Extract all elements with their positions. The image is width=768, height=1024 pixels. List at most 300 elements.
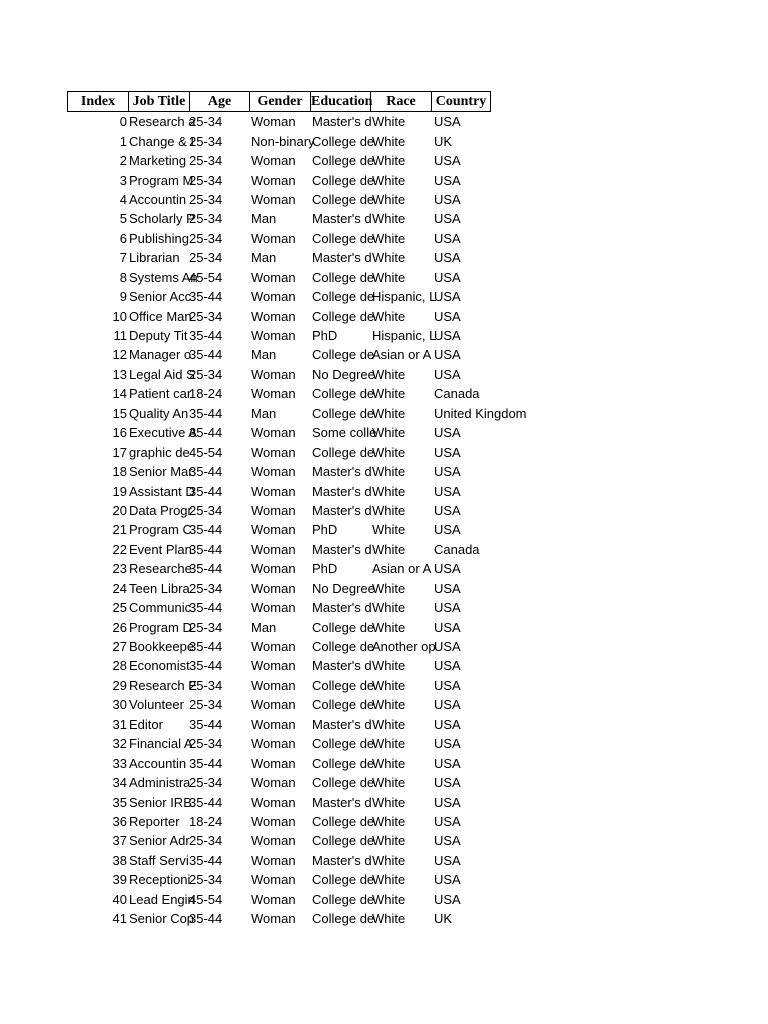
cell-race: White xyxy=(372,386,406,402)
cell-gender: Man xyxy=(251,250,277,266)
cell-gender: Woman xyxy=(251,755,296,771)
cell-index: 5 xyxy=(119,211,127,227)
table-row xyxy=(67,229,491,248)
cell-race: White xyxy=(372,580,406,596)
cell-job-title: Editor xyxy=(129,716,163,732)
cell-gender: Woman xyxy=(251,541,296,557)
table-row xyxy=(67,287,491,306)
table-row xyxy=(67,345,491,364)
cell-race: White xyxy=(372,464,406,480)
cell-index: 21 xyxy=(112,522,127,538)
cell-index: 15 xyxy=(112,405,127,421)
cell-index: 35 xyxy=(112,794,127,810)
cell-country: USA xyxy=(434,775,461,791)
data-table xyxy=(67,91,527,928)
cell-age: 35-44 xyxy=(189,347,223,363)
cell-age: 35-44 xyxy=(189,755,223,771)
cell-job-title: Publishing xyxy=(129,230,189,246)
cell-education: College de xyxy=(312,347,375,363)
cell-age: 25-34 xyxy=(189,153,223,169)
cell-index: 30 xyxy=(112,697,127,713)
header-job-title: Job Title xyxy=(128,91,189,112)
cell-job-title: Program M xyxy=(129,172,194,188)
cell-gender: Woman xyxy=(251,269,296,285)
cell-gender: Woman xyxy=(251,191,296,207)
cell-country: USA xyxy=(434,813,461,829)
cell-education: College de xyxy=(312,269,375,285)
cell-country: USA xyxy=(434,289,461,305)
table-row xyxy=(67,112,491,131)
cell-index: 17 xyxy=(112,444,127,460)
cell-job-title: Research a xyxy=(129,114,196,130)
cell-index: 0 xyxy=(119,114,127,130)
cell-gender: Woman xyxy=(251,308,296,324)
cell-age: 25-34 xyxy=(189,230,223,246)
cell-gender: Woman xyxy=(251,172,296,188)
cell-job-title: Reporter xyxy=(129,813,180,829)
cell-age: 35-44 xyxy=(189,639,223,655)
table-row xyxy=(67,909,491,928)
cell-index: 26 xyxy=(112,619,127,635)
table-row xyxy=(67,268,491,287)
cell-age: 25-34 xyxy=(189,114,223,130)
cell-gender: Woman xyxy=(251,813,296,829)
cell-job-title: Volunteer xyxy=(129,697,184,713)
cell-education: No Degree xyxy=(312,580,375,596)
cell-job-title: Senior Mar xyxy=(129,464,193,480)
cell-country: USA xyxy=(434,250,461,266)
cell-age: 35-44 xyxy=(189,541,223,557)
cell-gender: Woman xyxy=(251,444,296,460)
cell-age: 25-34 xyxy=(189,677,223,693)
table-row xyxy=(67,617,491,636)
cell-race: White xyxy=(372,755,406,771)
table-row xyxy=(67,579,491,598)
cell-job-title: Financial A xyxy=(129,736,193,752)
cell-education: College de xyxy=(312,308,375,324)
cell-education: Master's d xyxy=(312,600,372,616)
cell-race: White xyxy=(372,911,406,927)
cell-race: Hispanic, L xyxy=(372,289,437,305)
cell-race: White xyxy=(372,658,406,674)
cell-gender: Woman xyxy=(251,677,296,693)
cell-job-title: graphic de xyxy=(129,444,190,460)
table-row xyxy=(67,637,491,656)
cell-job-title: Legal Aid S xyxy=(129,366,195,382)
cell-job-title: Teen Libra xyxy=(129,580,190,596)
cell-education: College de xyxy=(312,405,375,421)
cell-age: 25-34 xyxy=(189,736,223,752)
cell-age: 25-34 xyxy=(189,211,223,227)
cell-index: 3 xyxy=(119,172,127,188)
cell-education: Master's d xyxy=(312,794,372,810)
cell-index: 38 xyxy=(112,852,127,868)
cell-job-title: Office Man xyxy=(129,308,192,324)
cell-country: USA xyxy=(434,211,461,227)
cell-index: 19 xyxy=(112,483,127,499)
cell-age: 25-34 xyxy=(189,250,223,266)
cell-gender: Man xyxy=(251,405,277,421)
cell-country: USA xyxy=(434,308,461,324)
cell-country: USA xyxy=(434,755,461,771)
table-row xyxy=(67,326,491,345)
cell-education: Master's d xyxy=(312,658,372,674)
table-row xyxy=(67,715,491,734)
cell-gender: Woman xyxy=(251,852,296,868)
cell-education: College de xyxy=(312,736,375,752)
cell-job-title: Senior Adr xyxy=(129,833,190,849)
cell-education: College de xyxy=(312,133,375,149)
cell-country: USA xyxy=(434,891,461,907)
cell-age: 25-34 xyxy=(189,191,223,207)
cell-job-title: Patient car xyxy=(129,386,192,402)
cell-age: 35-44 xyxy=(189,794,223,810)
cell-index: 22 xyxy=(112,541,127,557)
table-row xyxy=(67,598,491,617)
cell-gender: Woman xyxy=(251,775,296,791)
cell-education: College de xyxy=(312,677,375,693)
cell-index: 20 xyxy=(112,502,127,518)
cell-country: USA xyxy=(434,114,461,130)
cell-gender: Woman xyxy=(251,522,296,538)
cell-age: 35-44 xyxy=(189,522,223,538)
cell-gender: Woman xyxy=(251,561,296,577)
cell-age: 45-54 xyxy=(189,891,223,907)
cell-education: College de xyxy=(312,813,375,829)
table-row xyxy=(67,151,491,170)
cell-country: USA xyxy=(434,483,461,499)
table-row xyxy=(67,676,491,695)
cell-education: College de xyxy=(312,872,375,888)
cell-race: White xyxy=(372,269,406,285)
cell-country: USA xyxy=(434,522,461,538)
cell-education: Master's d xyxy=(312,114,372,130)
cell-country: USA xyxy=(434,561,461,577)
cell-education: Master's d xyxy=(312,211,372,227)
cell-gender: Woman xyxy=(251,736,296,752)
cell-country: USA xyxy=(434,872,461,888)
cell-race: White xyxy=(372,133,406,149)
cell-country: USA xyxy=(434,366,461,382)
cell-job-title: Quality An xyxy=(129,405,189,421)
cell-education: College de xyxy=(312,153,375,169)
cell-age: 25-34 xyxy=(189,697,223,713)
cell-job-title: Communic xyxy=(129,600,192,616)
cell-gender: Woman xyxy=(251,425,296,441)
cell-country: United Kingdom xyxy=(434,405,527,421)
table-row xyxy=(67,890,491,909)
cell-country: USA xyxy=(434,464,461,480)
cell-gender: Woman xyxy=(251,483,296,499)
cell-job-title: Data Progr xyxy=(129,502,192,518)
cell-education: No Degree xyxy=(312,366,375,382)
cell-index: 29 xyxy=(112,677,127,693)
cell-education: College de xyxy=(312,191,375,207)
table-row xyxy=(67,131,491,150)
cell-age: 25-34 xyxy=(189,366,223,382)
cell-country: Canada xyxy=(434,541,480,557)
cell-age: 25-34 xyxy=(189,308,223,324)
table-row xyxy=(67,384,491,403)
cell-job-title: Senior IRB xyxy=(129,794,192,810)
cell-country: USA xyxy=(434,639,461,655)
cell-gender: Woman xyxy=(251,114,296,130)
cell-race: Asian or A xyxy=(372,561,432,577)
cell-education: Master's d xyxy=(312,483,372,499)
table-row xyxy=(67,559,491,578)
cell-age: 25-34 xyxy=(189,775,223,791)
cell-index: 28 xyxy=(112,658,127,674)
cell-race: White xyxy=(372,191,406,207)
cell-age: 35-44 xyxy=(189,911,223,927)
cell-gender: Man xyxy=(251,211,277,227)
cell-race: White xyxy=(372,522,406,538)
cell-age: 35-44 xyxy=(189,561,223,577)
cell-index: 18 xyxy=(112,464,127,480)
cell-job-title: Change & I xyxy=(129,133,195,149)
table-row xyxy=(67,540,491,559)
cell-race: White xyxy=(372,541,406,557)
cell-education: PhD xyxy=(312,522,338,538)
cell-education: College de xyxy=(312,755,375,771)
cell-education: Master's d xyxy=(312,852,372,868)
cell-country: USA xyxy=(434,716,461,732)
cell-index: 9 xyxy=(119,289,127,305)
cell-country: Canada xyxy=(434,386,480,402)
cell-country: USA xyxy=(434,172,461,188)
table-row xyxy=(67,248,491,267)
cell-race: White xyxy=(372,852,406,868)
cell-age: 25-34 xyxy=(189,833,223,849)
cell-country: USA xyxy=(434,833,461,849)
cell-age: 45-54 xyxy=(189,444,223,460)
cell-education: College de xyxy=(312,833,375,849)
cell-job-title: Deputy Tit xyxy=(129,328,188,344)
cell-gender: Woman xyxy=(251,289,296,305)
cell-index: 39 xyxy=(112,872,127,888)
cell-age: 45-54 xyxy=(189,269,223,285)
cell-country: USA xyxy=(434,600,461,616)
cell-gender: Woman xyxy=(251,697,296,713)
cell-job-title: Economist xyxy=(129,658,190,674)
cell-education: PhD xyxy=(312,328,338,344)
cell-job-title: Bookkeepe xyxy=(129,639,195,655)
cell-race: White xyxy=(372,405,406,421)
cell-index: 1 xyxy=(119,133,127,149)
cell-education: Some colle xyxy=(312,425,377,441)
cell-race: White xyxy=(372,677,406,693)
table-header xyxy=(67,91,491,112)
cell-gender: Woman xyxy=(251,872,296,888)
cell-job-title: Librarian xyxy=(129,250,180,266)
cell-education: Master's d xyxy=(312,464,372,480)
cell-country: USA xyxy=(434,269,461,285)
cell-education: Master's d xyxy=(312,502,372,518)
cell-country: UK xyxy=(434,133,453,149)
cell-index: 25 xyxy=(112,600,127,616)
cell-race: White xyxy=(372,736,406,752)
cell-education: College de xyxy=(312,386,375,402)
cell-index: 36 xyxy=(112,813,127,829)
cell-age: 35-44 xyxy=(189,405,223,421)
cell-age: 35-44 xyxy=(189,425,223,441)
cell-index: 41 xyxy=(112,911,127,927)
cell-job-title: Senior Acc xyxy=(129,289,192,305)
cell-race: White xyxy=(372,230,406,246)
cell-race: White xyxy=(372,153,406,169)
cell-education: College de xyxy=(312,172,375,188)
cell-race: White xyxy=(372,775,406,791)
cell-index: 11 xyxy=(113,328,127,344)
cell-gender: Woman xyxy=(251,833,296,849)
cell-index: 16 xyxy=(112,425,127,441)
cell-index: 14 xyxy=(112,386,127,402)
cell-job-title: Research E xyxy=(129,677,197,693)
cell-gender: Non-binary xyxy=(251,133,315,149)
cell-country: USA xyxy=(434,794,461,810)
cell-age: 18-24 xyxy=(189,386,223,402)
cell-race: White xyxy=(372,425,406,441)
cell-job-title: Event Plan xyxy=(129,541,192,557)
cell-gender: Woman xyxy=(251,230,296,246)
cell-country: USA xyxy=(434,502,461,518)
cell-index: 10 xyxy=(112,308,127,324)
cell-job-title: Systems An xyxy=(129,269,198,285)
cell-job-title: Accountin xyxy=(129,191,187,207)
cell-race: White xyxy=(372,114,406,130)
cell-education: College de xyxy=(312,639,375,655)
cell-age: 25-34 xyxy=(189,133,223,149)
table-row xyxy=(67,656,491,675)
table-row xyxy=(67,812,491,831)
cell-gender: Woman xyxy=(251,580,296,596)
table-row xyxy=(67,190,491,209)
cell-education: College de xyxy=(312,230,375,246)
cell-country: USA xyxy=(434,191,461,207)
cell-race: White xyxy=(372,308,406,324)
cell-age: 35-44 xyxy=(189,464,223,480)
cell-age: 25-34 xyxy=(189,619,223,635)
table-row xyxy=(67,423,491,442)
table-body xyxy=(67,112,527,928)
table-row xyxy=(67,773,491,792)
cell-age: 35-44 xyxy=(189,483,223,499)
cell-gender: Man xyxy=(251,619,277,635)
cell-education: Master's d xyxy=(312,250,372,266)
table-row xyxy=(67,851,491,870)
cell-race: White xyxy=(372,366,406,382)
cell-gender: Woman xyxy=(251,153,296,169)
cell-job-title: Program C xyxy=(129,522,192,538)
cell-education: College de xyxy=(312,775,375,791)
cell-gender: Woman xyxy=(251,464,296,480)
cell-race: White xyxy=(372,502,406,518)
cell-job-title: Scholarly P xyxy=(129,211,195,227)
cell-country: USA xyxy=(434,580,461,596)
cell-age: 35-44 xyxy=(189,328,223,344)
table-row xyxy=(67,831,491,850)
cell-race: White xyxy=(372,483,406,499)
cell-index: 13 xyxy=(112,366,127,382)
table-row xyxy=(67,306,491,325)
cell-job-title: Executive A xyxy=(129,425,197,441)
cell-race: White xyxy=(372,872,406,888)
cell-age: 25-34 xyxy=(189,502,223,518)
cell-country: USA xyxy=(434,347,461,363)
cell-country: USA xyxy=(434,328,461,344)
cell-age: 25-34 xyxy=(189,580,223,596)
header-gender: Gender xyxy=(249,91,310,112)
cell-job-title: Administra xyxy=(129,775,191,791)
cell-index: 33 xyxy=(112,755,127,771)
table-row xyxy=(67,170,491,189)
cell-country: USA xyxy=(434,619,461,635)
cell-education: PhD xyxy=(312,561,338,577)
cell-race: Another op xyxy=(372,639,436,655)
cell-age: 25-34 xyxy=(189,172,223,188)
cell-job-title: Senior Cop xyxy=(129,911,195,927)
cell-gender: Woman xyxy=(251,600,296,616)
cell-race: White xyxy=(372,697,406,713)
cell-country: USA xyxy=(434,697,461,713)
cell-gender: Woman xyxy=(251,891,296,907)
table-row xyxy=(67,462,491,481)
cell-country: UK xyxy=(434,911,453,927)
cell-index: 31 xyxy=(112,716,127,732)
cell-race: White xyxy=(372,794,406,810)
cell-age: 35-44 xyxy=(189,852,223,868)
header-education: Education xyxy=(310,91,370,112)
cell-country: USA xyxy=(434,736,461,752)
cell-country: USA xyxy=(434,230,461,246)
cell-index: 4 xyxy=(119,191,127,207)
cell-index: 40 xyxy=(112,891,127,907)
cell-job-title: Manager o xyxy=(129,347,192,363)
cell-age: 35-44 xyxy=(189,716,223,732)
table-row xyxy=(67,695,491,714)
cell-education: College de xyxy=(312,891,375,907)
table-row xyxy=(67,365,491,384)
cell-gender: Woman xyxy=(251,386,296,402)
cell-index: 12 xyxy=(112,347,127,363)
cell-country: USA xyxy=(434,677,461,693)
cell-gender: Woman xyxy=(251,639,296,655)
cell-race: White xyxy=(372,716,406,732)
cell-job-title: Researche xyxy=(129,561,192,577)
cell-race: Hispanic, L xyxy=(372,328,437,344)
cell-education: Master's d xyxy=(312,716,372,732)
cell-country: USA xyxy=(434,658,461,674)
cell-index: 7 xyxy=(119,250,127,266)
cell-index: 27 xyxy=(112,639,127,655)
cell-gender: Woman xyxy=(251,794,296,810)
cell-age: 35-44 xyxy=(189,658,223,674)
cell-index: 24 xyxy=(112,580,127,596)
cell-race: White xyxy=(372,619,406,635)
table-row xyxy=(67,481,491,500)
cell-gender: Woman xyxy=(251,658,296,674)
cell-gender: Woman xyxy=(251,502,296,518)
table-row xyxy=(67,734,491,753)
cell-race: White xyxy=(372,250,406,266)
cell-race: White xyxy=(372,600,406,616)
cell-education: College de xyxy=(312,697,375,713)
cell-index: 34 xyxy=(112,775,127,791)
cell-job-title: Lead Engin xyxy=(129,891,195,907)
cell-race: White xyxy=(372,833,406,849)
cell-gender: Man xyxy=(251,347,277,363)
cell-education: College de xyxy=(312,911,375,927)
